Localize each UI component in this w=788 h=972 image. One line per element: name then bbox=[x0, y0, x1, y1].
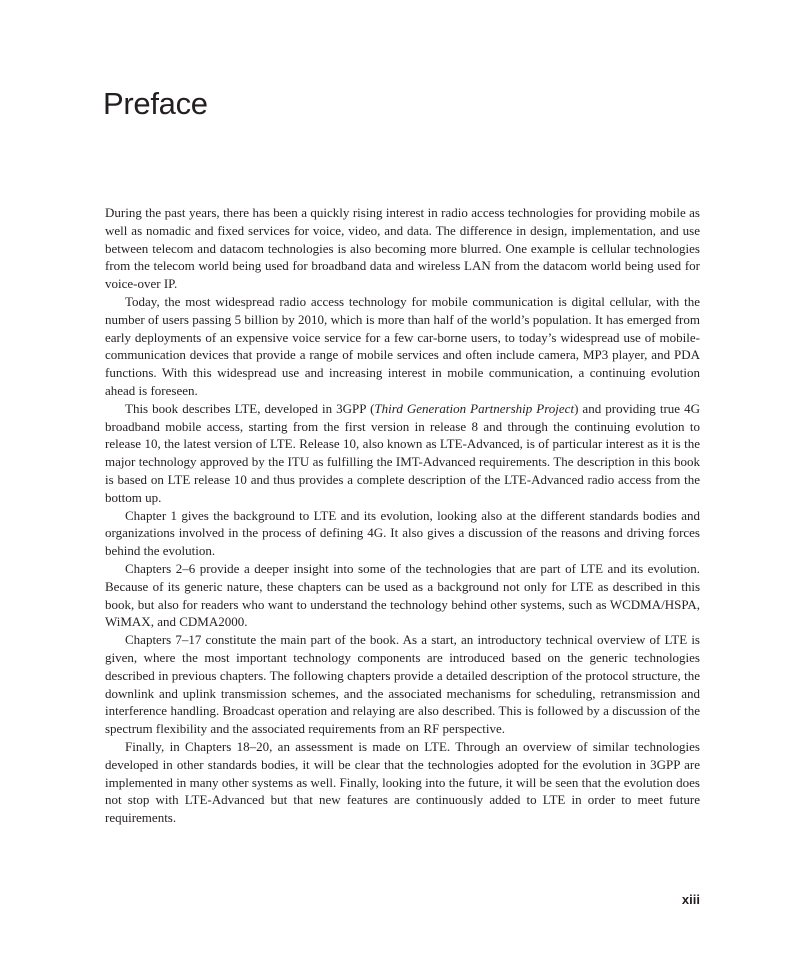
paragraph-3 bbox=[105, 400, 700, 507]
paragraph-3-italic-term: Third Generation Partnership Project bbox=[374, 400, 575, 416]
page-title: Preface bbox=[103, 86, 208, 121]
paragraph-3-text-start: This book describes LTE, developed in 3GPP ( bbox=[125, 400, 375, 416]
paragraph-2: Today, the most widespread radio access technology for mobile communication is digital cellular, with the number of users passing 5 billion by 2010, which is more than half of the world’s population. It has emerged from early deployments of an expensive voice service for a few car-borne users, to today’s widespread use of mobile-communication devices that provide a range of mobile services and often include camera, MP3 player, and PDA functions. With this widespread use and increasing interest in mobile communication, a continuing evolution ahead is foreseen. bbox=[105, 293, 700, 398]
paragraph-4: Chapter 1 gives the background to LTE and its evolution, looking also at the different standards bodies and organizations involved in the process of defining 4G. It also gives a discussion of the reasons and driving forces behind the evolution. bbox=[105, 507, 700, 559]
paragraph-5: Chapters 2–6 provide a deeper insight into some of the technologies that are part of LTE and its evolution. Because of its generic nature, these chapters can be used as a background not only for LTE as described in this book, but also for readers who want to understand the technology behind other systems, such as WCDMA/HSPA, WiMAX, and CDMA2000. bbox=[105, 560, 700, 630]
paragraph-7: Finally, in Chapters 18–20, an assessment is made on LTE. Through an overview of similar technologies developed in other standards bodies, it will be clear that the technologies adopted for the evolution in 3GPP are implemented in many other systems as well. Finally, looking into the future, it will be seen that the evolution does not stop with LTE-Advanced but that new features are continuously added to LTE in order to meet future requirements. bbox=[105, 738, 700, 826]
paragraph-1: During the past years, there has been a quickly rising interest in radio access technologies for providing mobile as well as nomadic and fixed services for voice, video, and data. The difference in design, implementation, and use between telecom and datacom technologies is also becoming more blurred. One example is cellular technologies from the telecom world being used for broadband data and wireless LAN from the datacom world being used for voice-over IP. bbox=[105, 205, 700, 292]
page-number: xiii bbox=[681, 892, 700, 907]
preface-body bbox=[105, 204, 700, 827]
paragraph-6: Chapters 7–17 constitute the main part of the book. As a start, an introductory technical overview of LTE is given, where the most important technology components are introduced based on the generic technologies described in previous chapters. The following chapters provide a detailed description of the protocol structure, the downlink and uplink transmission schemes, and the associated mechanisms for scheduling, retransmission and interference handling. Broadcast operation and relaying are also described. This is followed by a discussion of the spectrum flexibility and the associated requirements from an RF perspective. bbox=[105, 632, 700, 737]
paragraph-3-text-end: ) and providing true 4G broadband mobile access, starting from the first version in release 8 and through the continuing evolution to release 10, the latest version of LTE. Release 10, also known as LTE-Advanced, is of particular interest as it is the major technology approved by the ITU as fulfilling the IMT-Advanced requirements. The description in this book is based on LTE release 10 and thus provides a complete description of the LTE-Advanced radio access from the bottom up. bbox=[105, 400, 700, 505]
